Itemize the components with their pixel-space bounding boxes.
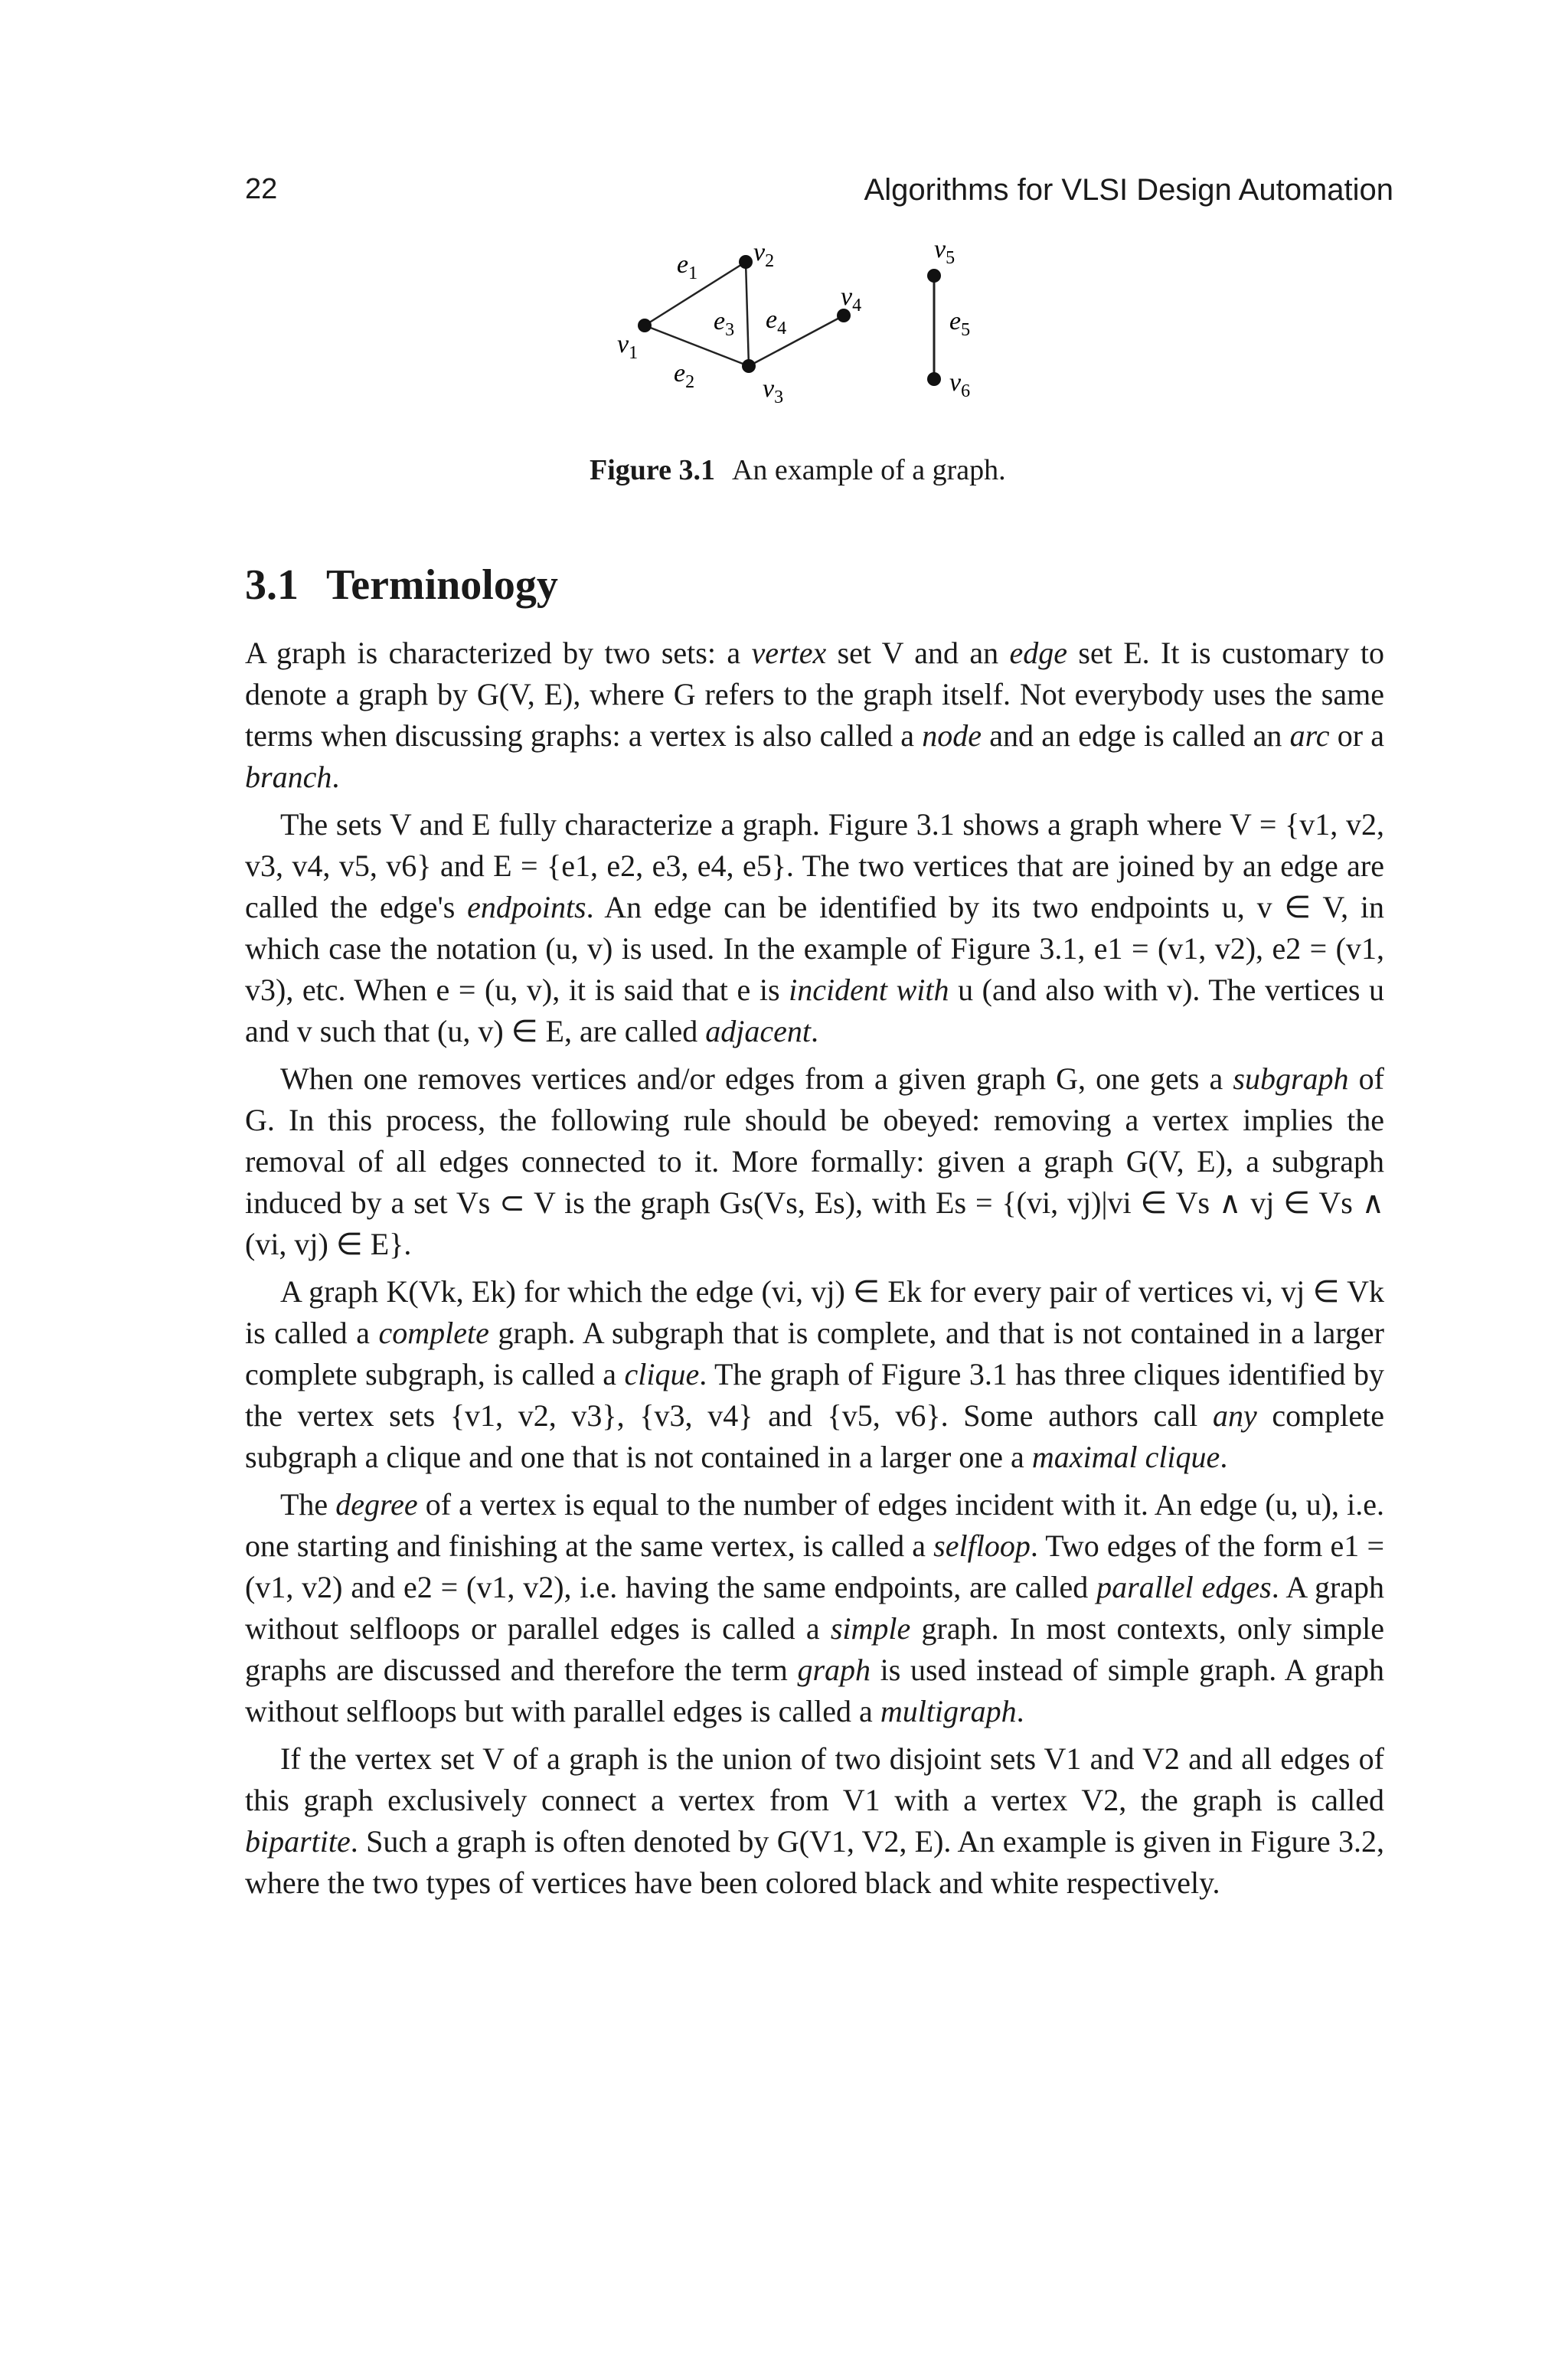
vertex-v6	[927, 372, 941, 386]
label-v6: $v_6$	[949, 368, 971, 401]
section-number: 3.1	[245, 561, 299, 609]
paragraph-5: The degree of a vertex is equal to the number of edges incident with it. An edge (u, u), i.e. one starting and finishing at the same vertex, is called a selfloop. Two edges of the form e1 = (v1, v2) and e2 = (v1, v2), i.e. having the same endpoints, are called parallel edges. A graph without selfloops or parallel edges is called a simple graph. In most contexts, only simple graphs are discussed and therefore the term graph is used instead of simple graph. A graph without selfloops but with parallel edges is called a multigraph.	[245, 1487, 1385, 1728]
vertex-v3	[742, 359, 756, 373]
edge-e3	[746, 262, 749, 366]
label-v1: $v_1$	[617, 330, 639, 363]
figure-caption-text: An example of a graph.	[731, 454, 1006, 486]
running-header: Algorithms for VLSI Design Automation	[864, 173, 1393, 207]
label-e1: $e_1$	[677, 250, 698, 283]
label-v4: $v_4$	[841, 283, 862, 316]
vertex-v2	[739, 255, 753, 269]
label-e2: $e_2$	[674, 359, 695, 392]
paragraph-2: The sets V and E fully characterize a graph. Figure 3.1 shows a graph where V = {v1, v2, v3, v4, v5, v6} and E = {e1, e2, e3, e4, e5}. The two vertices that are joined by an edge are called the edge's endpoints. An edge can be identified by its two endpoints u, v ∈ V, in which case the notation (u, v) is used. In the example of Figure 3.1, e1 = (v1, v2), e2 = (v1, v3), etc. When e = (u, v), it is said that e is incident with u (and also with v). The vertices u and v such that (u, v) ∈ E, are called adjacent.	[245, 807, 1384, 1048]
label-e3: $e_3$	[714, 307, 735, 340]
paragraph-1: A graph is characterized by two sets: a vertex set V and an edge set E. It is customary to denote a graph by G(V, E), where G refers to the graph itself. Not everybody uses the same terms when discussing graphs: a vertex is also called a node and an edge is called an arc or a branch.	[245, 636, 1385, 794]
vertex-v1	[638, 319, 652, 332]
paragraph-3: When one removes vertices and/or edges from a given graph G, one gets a subgraph of G. In this process, the following rule should be obeyed: removing a vertex implies the removal of all edges connected to it. More formally: given a graph G(V, E), a subgraph induced by a set Vs ⊂ V is the graph Gs(Vs, Es), with Es = {(vi, vj)|vi ∈ Vs ∧ vj ∈ Vs ∧ (vi, vj) ∈ E}.	[245, 1061, 1384, 1261]
label-v5: $v_5$	[934, 235, 956, 268]
label-e5: $e_5$	[949, 307, 971, 340]
section-heading	[245, 561, 558, 610]
page-number: 22	[245, 173, 278, 205]
label-v3: $v_3$	[763, 374, 784, 407]
section-title: Terminology	[326, 561, 558, 609]
vertex-v5	[927, 269, 941, 283]
body-text	[245, 633, 1384, 1904]
figure-caption-label: Figure 3.1	[590, 454, 715, 486]
graph-figure	[612, 230, 1041, 429]
label-v2: $v_2$	[753, 238, 775, 271]
label-e4: $e_4$	[766, 306, 787, 338]
figure-caption	[590, 453, 1006, 487]
paragraph-6: If the vertex set V of a graph is the union of two disjoint sets V1 and V2 and all edges of this graph exclusively connect a vertex from V1 with a vertex V2, the graph is called bipartite. Such a graph is often denoted by G(V1, V2, E). An example is given in Figure 3.2, where the two types of vertices have been colored black and white respectively.	[245, 1741, 1384, 1900]
paragraph-4: A graph K(Vk, Ek) for which the edge (vi, vj) ∈ Ek for every pair of vertices vi, vj ∈ Vk is called a complete graph. A subgraph that is complete, and that is not contained in a larger complete subgraph, is called a clique. The graph of Figure 3.1 has three cliques identified by the vertex sets {v1, v2, v3}, {v3, v4} and {v5, v6}. Some authors call any complete subgraph a clique and one that is not contained in a larger one a maximal clique.	[245, 1274, 1385, 1474]
edge-e4	[749, 316, 844, 366]
